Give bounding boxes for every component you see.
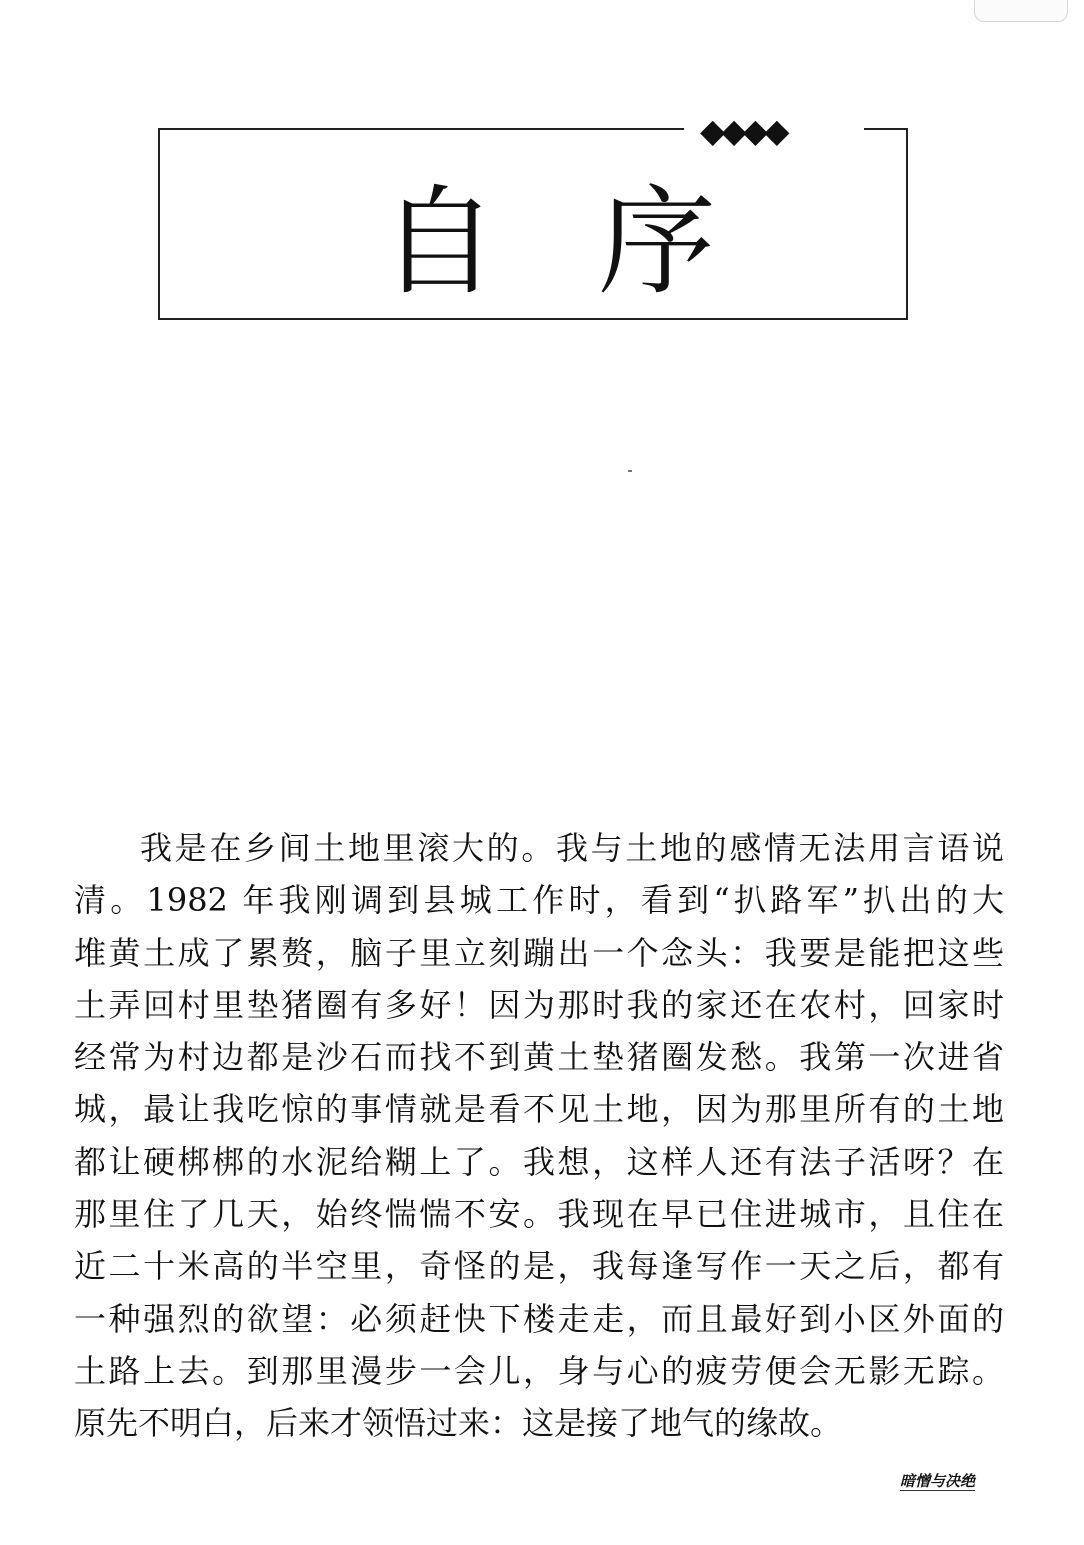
body-line: 堆黄土成了累赘，脑子里立刻蹦出一个念头：我要是能把这些 — [74, 933, 1004, 972]
body-line: 那里住了几天，始终惴惴不安。我现在早已住进城市，且住在 — [74, 1195, 1004, 1234]
body-line: 原先不明白，后来才领悟过来：这是接了地气的缘故。 — [74, 1404, 843, 1443]
body-line: 我是在乡间土地里滚大的。我与土地的感情无法用言语说 — [140, 829, 1004, 867]
page-title: 自序 — [380, 173, 817, 311]
body-paragraph — [74, 822, 1004, 1450]
body-line: 都让硬梆梆的水泥给糊上了。我想，这样人还有法子活呀？在 — [74, 1142, 1004, 1181]
body-line: 清。1982 年我刚调到县城工作时，看到“扒路军”扒出的大 — [74, 881, 1004, 920]
page-corner-tab — [974, 0, 1068, 22]
body-line: 近二十米高的半空里，奇怪的是，我每逢写作一天之后，都有 — [74, 1247, 1004, 1286]
body-line: 经常为村边都是沙石而找不到黄土垫猪圈发愁。我第一次进省 — [74, 1038, 1004, 1077]
body-line: 土路上去。到那里漫步一会儿，身与心的疲劳便会无影无踪。 — [74, 1351, 1004, 1390]
book-title-footer: 暗憎与决绝 — [900, 1472, 976, 1490]
scan-speck — [628, 470, 632, 472]
body-line: 一种强烈的欲望：必须赶快下楼走走，而且最好到小区外面的 — [74, 1299, 1004, 1338]
body-line: 土弄回村里垫猪圈有多好！因为那时我的家还在农村，回家时 — [74, 985, 1004, 1024]
body-line: 城，最让我吃惊的事情就是看不见土地，因为那里所有的土地 — [74, 1090, 1004, 1129]
diamond-ornament-icon: ◆◆◆◆ — [700, 111, 786, 150]
